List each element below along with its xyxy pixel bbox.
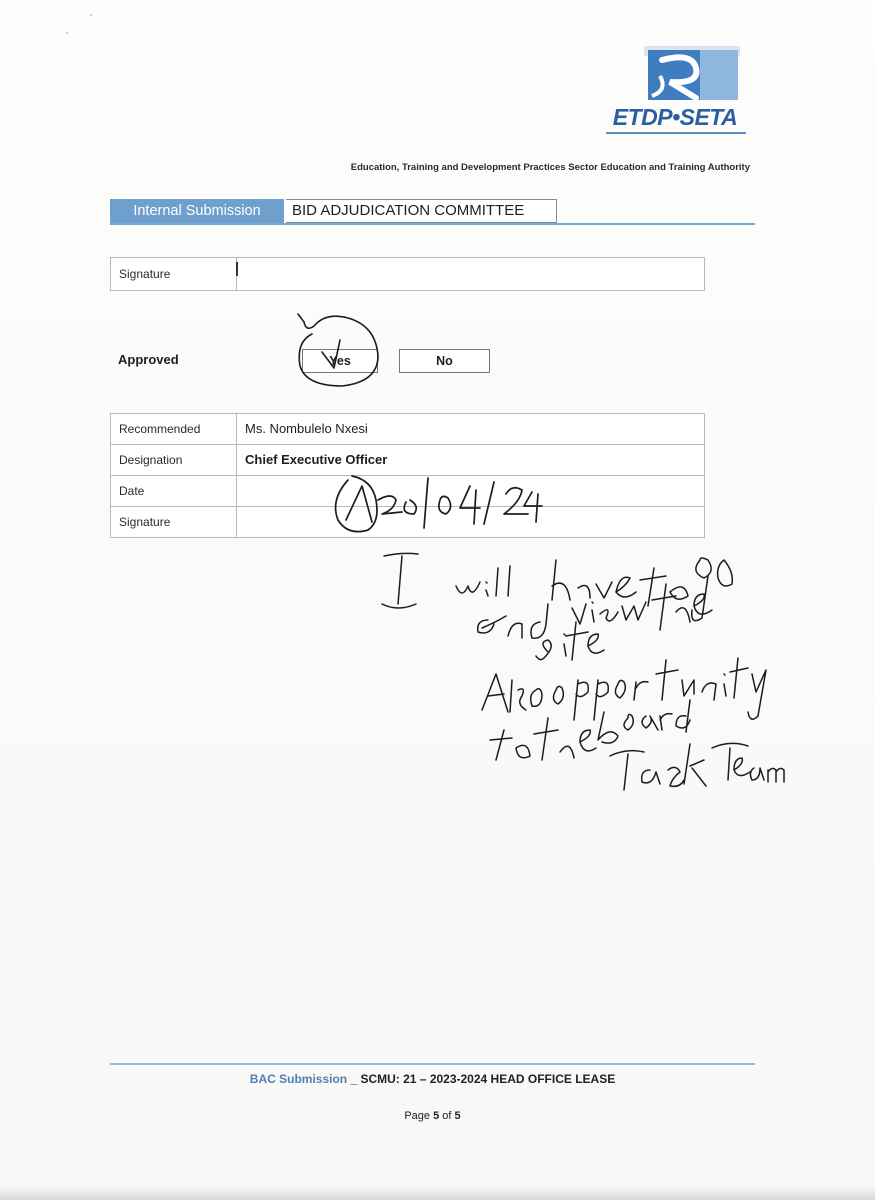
- designation-label: Designation: [119, 453, 183, 467]
- signature-row-label: Signature: [119, 515, 171, 529]
- organisation-name: Education, Training and Development Practices Sector Education and Training Authority: [350, 162, 750, 173]
- page-edge-shadow: [0, 1186, 875, 1200]
- date-label: Date: [119, 484, 145, 498]
- approve-yes-option[interactable]: Yes: [302, 349, 378, 373]
- recommended-label: Recommended: [119, 422, 201, 436]
- footer-doc-ref: _ SCMU: 21 – 2023-2024 HEAD OFFICE LEASE: [347, 1072, 616, 1086]
- signature-label: Signature: [119, 267, 171, 281]
- page-prefix: Page: [404, 1110, 434, 1122]
- etdp-seta-logo: [600, 46, 750, 141]
- page-current: 5: [433, 1110, 440, 1122]
- internal-submission-label: Internal Submission: [110, 199, 284, 223]
- recommended-value: Ms. Nombulelo Nxesi: [245, 421, 368, 436]
- logo-underline: [606, 132, 746, 134]
- header-divider: [110, 223, 755, 225]
- logo-wordmark: ETDP•SETA: [612, 104, 738, 130]
- recommendation-table: [110, 413, 705, 538]
- approve-no-option[interactable]: No: [399, 349, 490, 373]
- footer-doc-label: BAC Submission: [249, 1072, 348, 1086]
- scan-speck: [66, 32, 68, 34]
- table-row: [111, 506, 704, 537]
- scan-speck: [90, 14, 92, 16]
- table-row: [111, 444, 704, 475]
- footer-reference: [110, 1072, 755, 1086]
- page-mid: of: [439, 1110, 455, 1122]
- table-row: [111, 414, 704, 444]
- page-number: [110, 1110, 755, 1122]
- table-row: [111, 475, 704, 506]
- committee-title: BID ADJUDICATION COMMITTEE: [286, 199, 557, 223]
- logo-emblem-icon: [600, 46, 750, 106]
- approved-label: Approved: [118, 352, 179, 367]
- designation-value: Chief Executive Officer: [245, 452, 388, 467]
- signature-field-mark: [236, 262, 238, 276]
- handwritten-note-strokes: [382, 553, 784, 790]
- page-total: 5: [454, 1110, 461, 1122]
- footer-divider: [110, 1063, 755, 1065]
- signature-table: [110, 257, 705, 291]
